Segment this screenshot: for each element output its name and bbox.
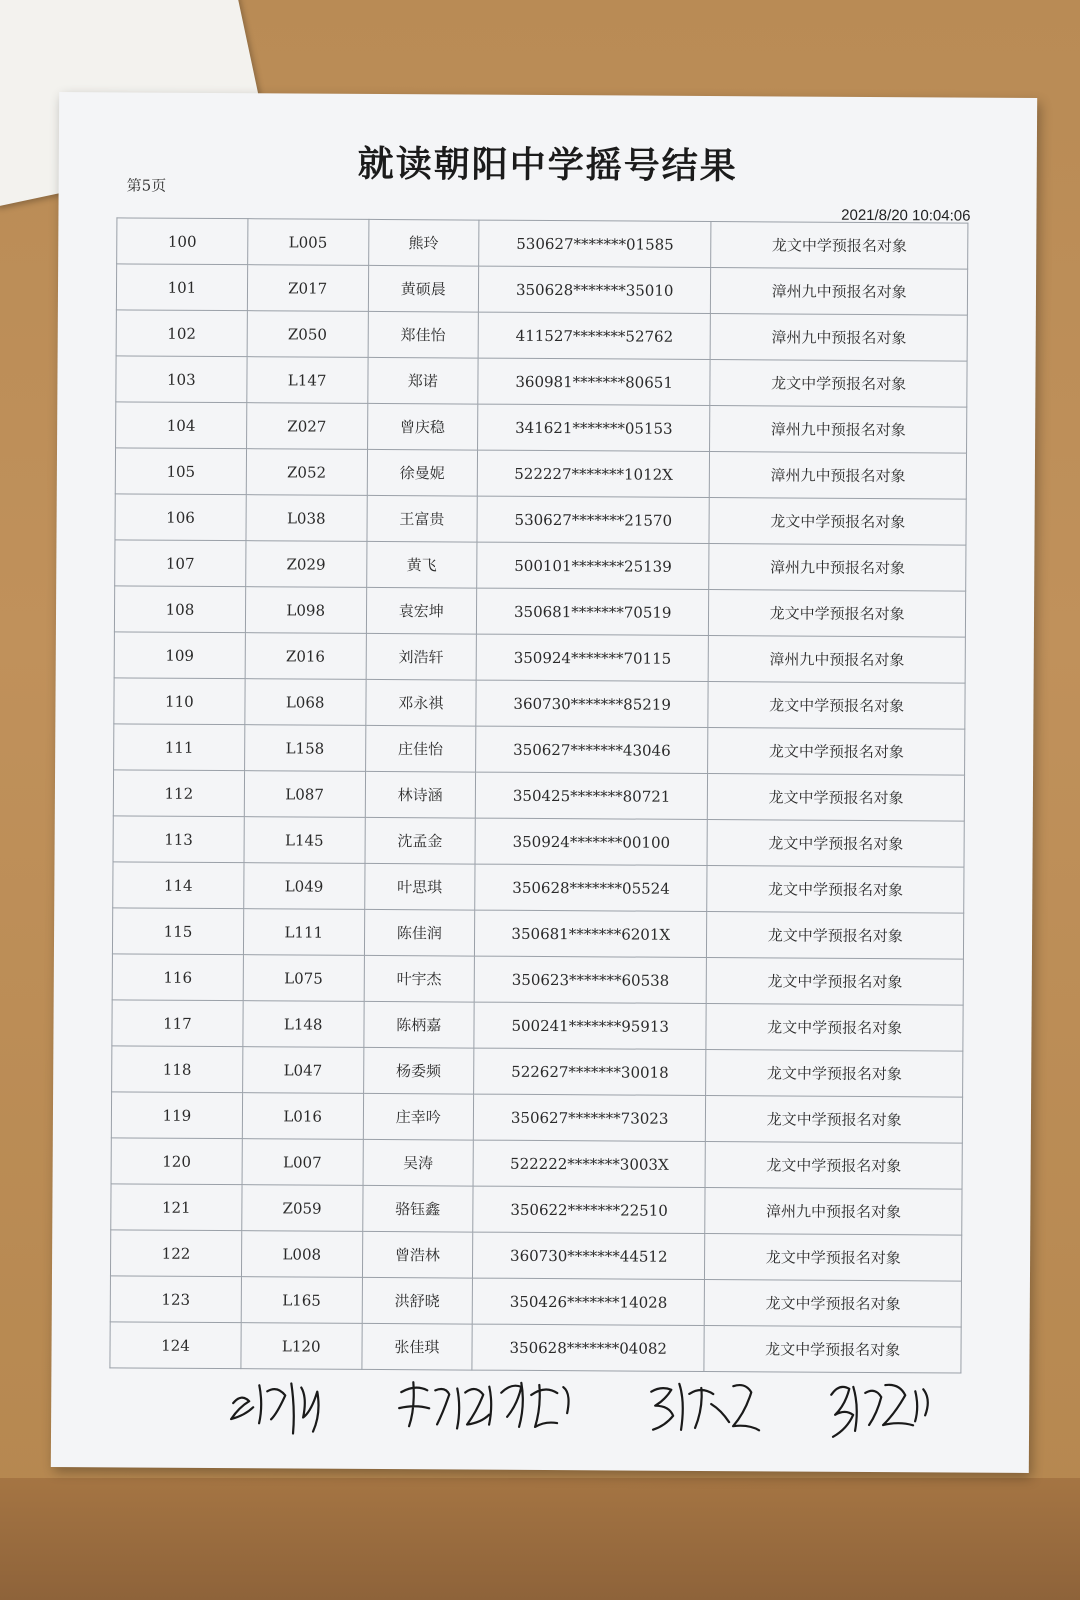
cell-id-number: 350628*******35010 (478, 266, 711, 313)
document-title: 就读朝阳中学摇号结果 (357, 142, 738, 188)
cell-application-code: L120 (241, 1323, 362, 1370)
cell-student-name: 熊玲 (368, 219, 479, 266)
cell-id-number: 341621*******05153 (478, 404, 711, 451)
cell-sequence-number: 121 (111, 1184, 242, 1231)
cell-id-number: 360730*******85219 (476, 680, 709, 727)
cell-registration-note: 龙文中学预报名对象 (704, 1325, 961, 1373)
cell-sequence-number: 102 (116, 310, 247, 357)
signature-2 (399, 1382, 569, 1429)
cell-id-number: 350426*******14028 (472, 1278, 705, 1325)
table-row (114, 678, 965, 729)
cell-student-name: 骆钰鑫 (362, 1185, 473, 1232)
cell-id-number: 411527*******52762 (478, 312, 711, 359)
table-row (115, 494, 966, 545)
cell-id-number: 500101*******25139 (477, 542, 710, 589)
cell-sequence-number: 109 (114, 632, 245, 679)
cell-sequence-number: 100 (117, 218, 248, 265)
table-row (116, 402, 967, 453)
cell-registration-note: 龙文中学预报名对象 (706, 957, 963, 1005)
handwritten-signatures (221, 1361, 981, 1446)
cell-sequence-number: 115 (112, 908, 243, 955)
table-row (116, 356, 967, 407)
cell-id-number: 350924*******70115 (476, 634, 709, 681)
cell-student-name: 陈佳润 (364, 909, 475, 956)
cell-application-code: Z029 (246, 541, 367, 588)
cell-sequence-number: 103 (116, 356, 247, 403)
cell-id-number: 350681*******6201X (475, 910, 708, 957)
cell-application-code: Z017 (247, 265, 368, 312)
cell-registration-note: 龙文中学预报名对象 (706, 1049, 963, 1097)
table-row (111, 1092, 962, 1143)
cell-sequence-number: 106 (115, 494, 246, 541)
cell-sequence-number: 104 (116, 402, 247, 449)
cell-sequence-number: 118 (112, 1046, 243, 1093)
cell-application-code: L087 (244, 771, 365, 818)
cell-id-number: 500241*******95913 (474, 1002, 707, 1049)
cell-application-code: L068 (245, 679, 366, 726)
cell-sequence-number: 117 (112, 1000, 243, 1047)
table-row (112, 1000, 963, 1051)
table-row (113, 770, 964, 821)
cell-application-code: L008 (241, 1231, 362, 1278)
cell-registration-note: 龙文中学预报名对象 (707, 865, 964, 913)
cell-sequence-number: 120 (111, 1138, 242, 1185)
cell-registration-note: 龙文中学预报名对象 (710, 360, 967, 408)
table-row (112, 908, 963, 959)
cell-application-code: L147 (247, 357, 368, 404)
cell-application-code: L145 (244, 817, 365, 864)
cell-registration-note: 龙文中学预报名对象 (709, 498, 966, 546)
cell-registration-note: 龙文中学预报名对象 (709, 590, 966, 638)
cell-id-number: 522222*******3003X (473, 1140, 706, 1187)
table-row (113, 862, 964, 913)
cell-registration-note: 龙文中学预报名对象 (711, 222, 968, 270)
cell-id-number: 530627*******21570 (477, 496, 710, 543)
table-row (115, 540, 966, 591)
cell-application-code: Z016 (245, 633, 366, 680)
cell-application-code: L165 (241, 1277, 362, 1324)
cell-application-code: L098 (245, 587, 366, 634)
cell-id-number: 522627*******30018 (474, 1048, 707, 1095)
cell-registration-note: 龙文中学预报名对象 (708, 728, 965, 776)
table-row (116, 264, 967, 315)
table-row (110, 1230, 961, 1281)
cell-id-number: 360981*******80651 (478, 358, 711, 405)
cell-sequence-number: 111 (114, 724, 245, 771)
cell-sequence-number: 116 (112, 954, 243, 1001)
cell-student-name: 曾浩林 (362, 1231, 473, 1278)
cell-sequence-number: 122 (110, 1230, 241, 1277)
results-table-body (110, 218, 968, 1373)
cell-application-code: L005 (248, 219, 369, 266)
cell-application-code: L047 (242, 1047, 363, 1094)
cell-registration-note: 龙文中学预报名对象 (707, 820, 964, 868)
cell-registration-note: 龙文中学预报名对象 (705, 1279, 962, 1327)
cell-student-name: 庄佳怡 (365, 725, 476, 772)
cell-sequence-number: 119 (111, 1092, 242, 1139)
cell-student-name: 邓永祺 (365, 679, 476, 726)
cell-sequence-number: 114 (113, 862, 244, 909)
table-row (114, 586, 965, 637)
cell-sequence-number: 113 (113, 816, 244, 863)
cell-registration-note: 龙文中学预报名对象 (706, 1095, 963, 1143)
cell-registration-note: 漳州九中预报名对象 (711, 268, 968, 316)
cell-sequence-number: 123 (110, 1276, 241, 1323)
table-row (113, 816, 964, 867)
cell-sequence-number: 112 (113, 770, 244, 817)
cell-application-code: L158 (244, 725, 365, 772)
cell-application-code: L075 (243, 955, 364, 1002)
cell-application-code: Z050 (247, 311, 368, 358)
cell-application-code: L148 (243, 1001, 364, 1048)
cell-registration-note: 龙文中学预报名对象 (705, 1141, 962, 1189)
cell-registration-note: 漳州九中预报名对象 (710, 452, 967, 500)
cell-application-code: Z027 (246, 403, 367, 450)
cell-application-code: Z052 (246, 449, 367, 496)
cell-registration-note: 漳州九中预报名对象 (710, 314, 967, 362)
cell-student-name: 林诗涵 (365, 771, 476, 818)
cell-student-name: 黄飞 (366, 541, 477, 588)
page-number: 第5页 (126, 176, 167, 195)
cell-id-number: 350628*******04082 (472, 1324, 705, 1371)
cell-student-name: 黄硕晨 (368, 265, 479, 312)
table-row (112, 954, 963, 1005)
cell-sequence-number: 105 (115, 448, 246, 495)
table-row (111, 1138, 962, 1189)
signature-1 (231, 1383, 319, 1434)
cell-id-number: 350627*******73023 (473, 1094, 706, 1141)
cell-application-code: L007 (242, 1139, 363, 1186)
cell-student-name: 洪舒晓 (362, 1277, 473, 1324)
cell-registration-note: 龙文中学预报名对象 (708, 682, 965, 730)
cell-registration-note: 漳州九中预报名对象 (705, 1187, 962, 1235)
cell-student-name: 刘浩轩 (366, 633, 477, 680)
cell-student-name: 袁宏坤 (366, 587, 477, 634)
table-row (114, 724, 965, 775)
cell-sequence-number: 107 (115, 540, 246, 587)
table-row (114, 632, 965, 683)
cell-application-code: L049 (244, 863, 365, 910)
cell-sequence-number: 110 (114, 678, 245, 725)
cell-id-number: 350425*******80721 (475, 772, 708, 819)
cell-application-code: L111 (243, 909, 364, 956)
cell-id-number: 350924*******00100 (475, 818, 708, 865)
cell-student-name: 徐曼妮 (367, 449, 478, 496)
cell-id-number: 530627*******01585 (479, 220, 712, 267)
cell-student-name: 叶思琪 (364, 863, 475, 910)
table-row (110, 1276, 961, 1327)
cell-registration-note: 漳州九中预报名对象 (710, 406, 967, 454)
cell-student-name: 沈孟金 (365, 817, 476, 864)
cell-registration-note: 漳州九中预报名对象 (708, 636, 965, 684)
cell-student-name: 杨委频 (363, 1047, 474, 1094)
cell-student-name: 叶宇杰 (364, 955, 475, 1002)
cell-id-number: 360730*******44512 (473, 1232, 706, 1279)
table-row (111, 1184, 962, 1235)
cell-registration-note: 龙文中学预报名对象 (707, 911, 964, 959)
cell-registration-note: 漳州九中预报名对象 (709, 544, 966, 592)
cell-student-name: 曾庆稳 (367, 403, 478, 450)
signature-3 (651, 1384, 759, 1431)
table-row (112, 1046, 963, 1097)
cell-registration-note: 龙文中学预报名对象 (706, 1003, 963, 1051)
signature-area (221, 1361, 981, 1446)
cell-id-number: 350627*******43046 (476, 726, 709, 773)
cell-registration-note: 龙文中学预报名对象 (708, 774, 965, 822)
paper-sheet (51, 92, 1037, 1473)
signature-4 (831, 1384, 928, 1437)
cell-registration-note: 龙文中学预报名对象 (705, 1233, 962, 1281)
cell-id-number: 350622*******22510 (473, 1186, 706, 1233)
cell-student-name: 庄幸吟 (363, 1093, 474, 1140)
desk-edge (0, 1478, 1080, 1600)
cell-id-number: 350623*******60538 (474, 956, 707, 1003)
cell-student-name: 吴涛 (363, 1139, 474, 1186)
cell-sequence-number: 124 (110, 1322, 241, 1369)
cell-sequence-number: 108 (114, 586, 245, 633)
cell-id-number: 350628*******05524 (475, 864, 708, 911)
cell-student-name: 王富贵 (367, 495, 478, 542)
cell-application-code: L038 (246, 495, 367, 542)
cell-id-number: 522227*******1012X (477, 450, 710, 497)
cell-student-name: 陈柄嘉 (363, 1001, 474, 1048)
print-timestamp: 2021/8/20 10:04:06 (841, 206, 971, 225)
lottery-results-table (109, 217, 968, 1373)
cell-student-name: 郑佳怡 (368, 311, 479, 358)
cell-application-code: L016 (242, 1093, 363, 1140)
table-row (117, 218, 968, 269)
table-row (116, 310, 967, 361)
cell-sequence-number: 101 (116, 264, 247, 311)
cell-student-name: 张佳琪 (361, 1323, 472, 1370)
cell-student-name: 郑诺 (367, 357, 478, 404)
cell-id-number: 350681*******70519 (476, 588, 709, 635)
cell-application-code: Z059 (242, 1185, 363, 1232)
table-row (115, 448, 966, 499)
